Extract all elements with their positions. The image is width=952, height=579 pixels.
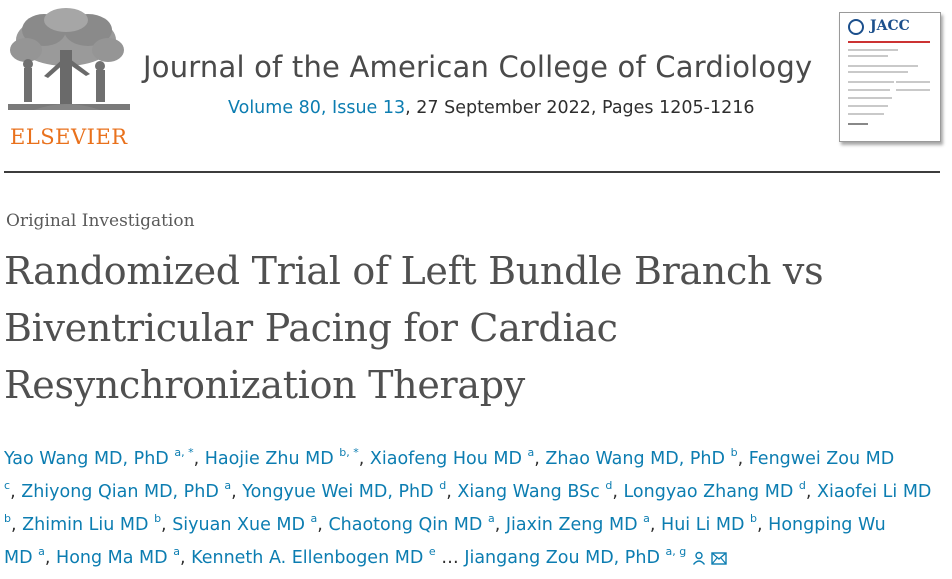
header-divider <box>4 171 940 173</box>
author-link[interactable]: Hui Li MD $^b$ <box>661 512 758 535</box>
journal-title[interactable]: Journal of the American College of Cardiology <box>143 50 813 84</box>
envelope-icon[interactable] <box>711 544 727 577</box>
author-line: $^b$, Zhimin Liu MD $^b$, Siyuan Xue MD $^a$, Chaotong Qin MD $^a$, Jiaxin Zeng MD $^a$, Hui Li MD $^b$, Hongping Wu <box>4 512 886 535</box>
author-link[interactable]: Jiaxin Zeng MD $^a$ <box>505 512 650 535</box>
elsevier-wordmark: ELSEVIER <box>10 125 128 149</box>
author-link[interactable]: Chaotong Qin MD $^a$ <box>328 512 495 535</box>
author-link[interactable]: Xiaofei Li MD <box>817 482 932 502</box>
author-link[interactable]: b <box>4 512 11 525</box>
author-line: Yao Wang MD, PhD $^{a, *}$, Haojie Zhu MD $^{b, *}$, Xiaofeng Hou MD $^a$, Zhao Wang MD, PhD $^b$, Fengwei Zou MD <box>4 446 895 469</box>
author-list <box>4 443 944 577</box>
author-link[interactable]: Hong Ma MD $^a$ <box>56 545 180 568</box>
author-link[interactable]: Hongping Wu <box>768 515 886 535</box>
issue-line <box>228 98 754 118</box>
article-title <box>4 243 904 414</box>
author-link[interactable]: Xiaofeng Hou MD $^a$ <box>369 446 535 469</box>
person-icon[interactable] <box>692 544 706 577</box>
author-link[interactable]: Zhao Wang MD, PhD $^b$ <box>545 446 738 469</box>
issue-date-pages: , 27 September 2022, Pages 1205-1216 <box>405 98 755 118</box>
author-link[interactable]: Xiang Wang BSc $^d$ <box>457 479 613 502</box>
author-link[interactable]: Zhiyong Qian MD, PhD $^a$ <box>21 479 232 502</box>
more-authors-ellipsis[interactable]: … <box>441 548 459 568</box>
author-line: MD $^a$, Hong Ma MD $^a$, Kenneth A. Ellenbogen MD $^e$ … Jiangang Zou MD, PhD $^{a, g}$ <box>4 542 944 577</box>
author-link[interactable]: Longyao Zhang MD $^d$ <box>623 479 806 502</box>
author-line: $^c$, Zhiyong Qian MD, PhD $^a$, Yongyue Wei MD, PhD $^d$, Xiang Wang BSc $^d$, Longyao Zhang MD $^d$, Xiaofei Li MD <box>4 479 932 502</box>
article-type: Original Investigation <box>6 211 195 231</box>
author-link[interactable]: Zhimin Liu MD $^b$ <box>22 512 162 535</box>
author-link[interactable]: Siyuan Xue MD $^a$ <box>172 512 318 535</box>
article-header <box>0 0 952 172</box>
author-link[interactable]: Fengwei Zou MD <box>748 449 895 469</box>
title-line: Biventricular Pacing for Cardiac <box>4 306 618 350</box>
author-link[interactable]: Jiangang Zou MD, PhD $^{a, g}$ <box>464 545 687 568</box>
author-link[interactable]: Haojie Zhu MD $^{b, *}$ <box>204 446 359 469</box>
title-line: Resynchronization Therapy <box>4 363 525 407</box>
author-link[interactable]: c <box>4 479 11 492</box>
title-line: Randomized Trial of Left Bundle Branch vs <box>4 249 824 293</box>
jacc-seal-icon <box>848 19 864 35</box>
volume-issue-link[interactable]: Volume 80, Issue 13 <box>228 98 406 118</box>
elsevier-logo[interactable] <box>4 6 134 149</box>
author-link[interactable]: Kenneth A. Ellenbogen MD $^e$ <box>191 545 436 568</box>
journal-cover-thumbnail[interactable] <box>839 12 941 142</box>
elsevier-tree-icon <box>4 6 134 118</box>
cover-journal-label: JACC <box>870 18 910 34</box>
author-link[interactable]: Yao Wang MD, PhD $^{a, *}$ <box>4 446 194 469</box>
author-link[interactable]: MD $^a$ <box>4 545 45 568</box>
author-link[interactable]: Yongyue Wei MD, PhD $^d$ <box>242 479 447 502</box>
